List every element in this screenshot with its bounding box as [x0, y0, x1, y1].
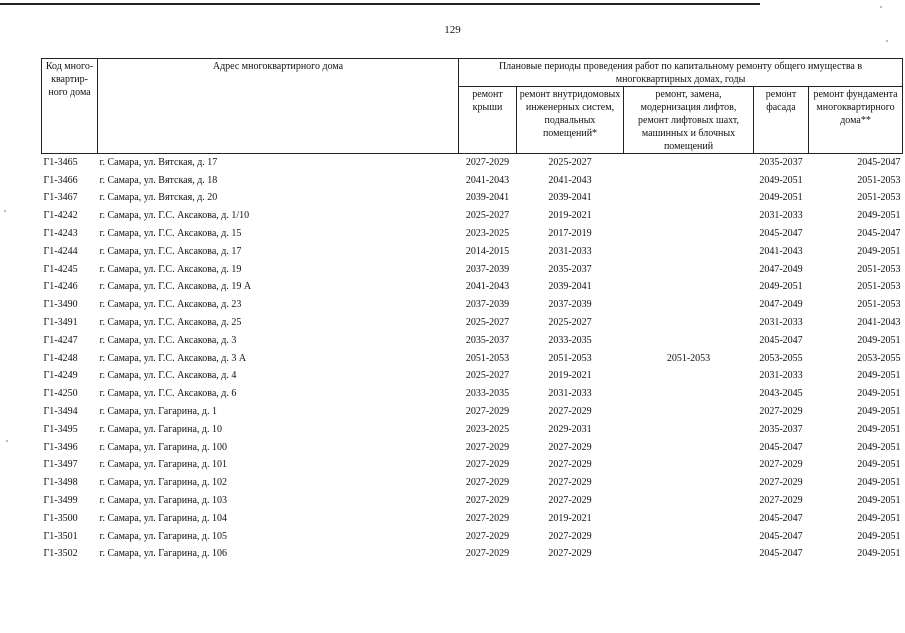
col-header-code: Код много-квартир-ного дома	[42, 59, 98, 154]
cell-code: Г1-4245	[43, 263, 78, 275]
cell-foundation: 2051-2053	[857, 281, 901, 293]
table-row	[42, 225, 903, 243]
cell-foundation: 2049-2051	[857, 245, 901, 257]
cell-roof: 2014-2015	[465, 245, 510, 257]
col-header-address: Адрес многоквартирного дома	[98, 59, 459, 154]
cell-address: г. Самара, ул. Г.С. Аксакова, д. 25	[99, 317, 242, 329]
cell-address: г. Самара, ул. Г.С. Аксакова, д. 6	[99, 388, 237, 400]
cell-facade: 2047-2049	[759, 299, 803, 311]
cell-facade: 2035-2037	[759, 156, 803, 168]
cell-foundation: 2049-2051	[857, 406, 901, 418]
cell-address: г. Самара, ул. Гагарина, д. 105	[99, 530, 228, 542]
cell-systems: 2027-2029	[548, 530, 592, 542]
cell-elevators	[624, 546, 754, 564]
cell-address: г. Самара, ул. Гагарина, д. 102	[99, 477, 228, 489]
cell-code: Г1-3502	[43, 548, 78, 560]
cell-address: г. Самара, ул. Гагарина, д. 100	[99, 441, 228, 453]
table-row	[42, 350, 903, 368]
cell-foundation: 2053-2055	[857, 352, 901, 364]
cell-roof: 2027-2029	[465, 495, 510, 507]
cell-roof: 2027-2029	[465, 530, 510, 542]
cell-foundation: 2049-2051	[857, 210, 901, 222]
cell-foundation: 2045-2047	[857, 156, 901, 168]
cell-elevators	[624, 457, 754, 475]
col-header-facade: ремонт фасада	[754, 87, 809, 154]
scan-speck	[6, 440, 8, 442]
cell-roof: 2027-2029	[465, 512, 510, 524]
cell-code: Г1-4246	[43, 281, 78, 293]
cell-address: г. Самара, ул. Г.С. Аксакова, д. 4	[99, 370, 237, 382]
cell-address: г. Самара, ул. Гагарина, д. 106	[99, 548, 228, 560]
capital-repair-table	[41, 58, 903, 563]
cell-systems: 2039-2041	[548, 192, 592, 204]
cell-address: г. Самара, ул. Г.С. Аксакова, д. 3 А	[99, 352, 247, 364]
cell-systems: 2019-2021	[548, 210, 592, 222]
cell-roof: 2041-2043	[465, 281, 510, 293]
header-row-top	[42, 59, 903, 87]
table-row	[42, 190, 903, 208]
scan-speck	[886, 40, 888, 42]
cell-facade: 2027-2029	[759, 406, 803, 418]
cell-elevators	[624, 385, 754, 403]
cell-address: г. Самара, ул. Гагарина, д. 10	[99, 423, 223, 435]
cell-elevators	[624, 368, 754, 386]
cell-facade: 2027-2029	[759, 495, 803, 507]
cell-facade: 2045-2047	[759, 512, 803, 524]
cell-roof: 2025-2027	[465, 370, 510, 382]
cell-systems: 2025-2027	[548, 317, 592, 329]
cell-elevators	[624, 332, 754, 350]
col-header-foundation: ремонт фундамента многоквартирного дома**	[809, 87, 903, 154]
cell-foundation: 2041-2043	[857, 317, 901, 329]
cell-code: Г1-3496	[43, 441, 78, 453]
cell-address: г. Самара, ул. Г.С. Аксакова, д. 1/10	[99, 210, 250, 222]
cell-roof: 2027-2029	[465, 406, 510, 418]
cell-roof: 2027-2029	[465, 548, 510, 560]
cell-foundation: 2051-2053	[857, 174, 901, 186]
col-header-elevators: ремонт, замена, модернизация лифтов, ремонт лифтовых шахт, машинных и блочных помещений	[624, 87, 754, 154]
cell-address: г. Самара, ул. Вятская, д. 18	[99, 174, 218, 186]
cell-facade: 2031-2033	[759, 317, 803, 329]
table-body	[42, 154, 903, 564]
cell-elevators	[624, 243, 754, 261]
cell-roof: 2039-2041	[465, 192, 510, 204]
cell-address: г. Самара, ул. Вятская, д. 17	[99, 156, 218, 168]
scan-speck	[4, 210, 6, 212]
cell-roof: 2027-2029	[465, 459, 510, 471]
cell-elevators	[624, 510, 754, 528]
cell-code: Г1-3500	[43, 512, 78, 524]
page-number: 129	[444, 24, 461, 36]
cell-roof: 2023-2025	[465, 228, 510, 240]
table-row	[42, 474, 903, 492]
cell-systems: 2025-2027	[548, 156, 592, 168]
cell-address: г. Самара, ул. Вятская, д. 20	[99, 192, 218, 204]
cell-foundation: 2049-2051	[857, 495, 901, 507]
cell-systems: 2031-2033	[548, 388, 592, 400]
cell-systems: 2019-2021	[548, 370, 592, 382]
cell-foundation: 2049-2051	[857, 388, 901, 400]
cell-systems: 2027-2029	[548, 495, 592, 507]
cell-elevators	[624, 314, 754, 332]
cell-roof: 2025-2027	[465, 210, 510, 222]
cell-foundation: 2045-2047	[857, 228, 901, 240]
cell-code: Г1-3467	[43, 192, 78, 204]
cell-address: г. Самара, ул. Г.С. Аксакова, д. 15	[99, 228, 242, 240]
table-row	[42, 261, 903, 279]
table-row	[42, 243, 903, 261]
cell-facade: 2053-2055	[759, 352, 803, 364]
cell-systems: 2027-2029	[548, 459, 592, 471]
cell-systems: 2027-2029	[548, 406, 592, 418]
table-row	[42, 528, 903, 546]
cell-foundation: 2049-2051	[857, 477, 901, 489]
cell-roof: 2027-2029	[465, 441, 510, 453]
cell-elevators: 2051-2053	[666, 352, 711, 364]
cell-facade: 2031-2033	[759, 210, 803, 222]
cell-address: г. Самара, ул. Гагарина, д. 104	[99, 512, 228, 524]
cell-code: Г1-4250	[43, 388, 78, 400]
scan-speck	[880, 6, 882, 8]
cell-facade: 2043-2045	[759, 388, 803, 400]
cell-foundation: 2049-2051	[857, 334, 901, 346]
table-row	[42, 279, 903, 297]
table-row	[42, 207, 903, 225]
table-row	[42, 154, 903, 172]
cell-address: г. Самара, ул. Гагарина, д. 103	[99, 495, 228, 507]
cell-elevators	[624, 207, 754, 225]
table-row	[42, 457, 903, 475]
table-row	[42, 332, 903, 350]
cell-systems: 2041-2043	[548, 174, 592, 186]
table-row	[42, 439, 903, 457]
cell-code: Г1-3491	[43, 317, 78, 329]
cell-address: г. Самара, ул. Гагарина, д. 101	[99, 459, 228, 471]
cell-code: Г1-4244	[43, 245, 78, 257]
cell-facade: 2045-2047	[759, 548, 803, 560]
cell-systems: 2035-2037	[548, 263, 592, 275]
cell-elevators	[624, 279, 754, 297]
cell-roof: 2025-2027	[465, 317, 510, 329]
cell-foundation: 2049-2051	[857, 512, 901, 524]
cell-code: Г1-3498	[43, 477, 78, 489]
cell-foundation: 2049-2051	[857, 370, 901, 382]
cell-systems: 2027-2029	[548, 548, 592, 560]
cell-facade: 2045-2047	[759, 530, 803, 542]
cell-foundation: 2051-2053	[857, 192, 901, 204]
col-header-periods: Плановые периоды проведения работ по капитальному ремонту общего имущества в многоквартирных домах, годы	[459, 59, 903, 87]
cell-code: Г1-3495	[43, 423, 78, 435]
cell-code: Г1-3497	[43, 459, 78, 471]
cell-code: Г1-4243	[43, 228, 78, 240]
cell-elevators	[624, 528, 754, 546]
cell-elevators	[624, 190, 754, 208]
table-row	[42, 314, 903, 332]
cell-code: Г1-4248	[43, 352, 78, 364]
cell-address: г. Самара, ул. Гагарина, д. 1	[99, 406, 218, 418]
cell-roof: 2027-2029	[465, 156, 510, 168]
cell-elevators	[624, 296, 754, 314]
cell-elevators	[624, 154, 754, 172]
table-row	[42, 421, 903, 439]
cell-facade: 2035-2037	[759, 423, 803, 435]
cell-foundation: 2051-2053	[857, 263, 901, 275]
cell-code: Г1-3465	[43, 156, 78, 168]
table-row	[42, 546, 903, 564]
cell-facade: 2031-2033	[759, 370, 803, 382]
cell-systems: 2051-2053	[548, 352, 592, 364]
cell-facade: 2049-2051	[759, 281, 803, 293]
cell-elevators	[624, 172, 754, 190]
cell-foundation: 2049-2051	[857, 530, 901, 542]
cell-code: Г1-3499	[43, 495, 78, 507]
cell-roof: 2033-2035	[465, 388, 510, 400]
cell-systems: 2033-2035	[548, 334, 592, 346]
cell-address: г. Самара, ул. Г.С. Аксакова, д. 19 А	[99, 281, 252, 293]
cell-systems: 2027-2029	[548, 477, 592, 489]
cell-roof: 2041-2043	[465, 174, 510, 186]
cell-foundation: 2049-2051	[857, 423, 901, 435]
table-row	[42, 385, 903, 403]
cell-code: Г1-3501	[43, 530, 78, 542]
cell-systems: 2039-2041	[548, 281, 592, 293]
cell-address: г. Самара, ул. Г.С. Аксакова, д. 17	[99, 245, 242, 257]
table-row	[42, 296, 903, 314]
cell-facade: 2045-2047	[759, 228, 803, 240]
cell-address: г. Самара, ул. Г.С. Аксакова, д. 19	[99, 263, 242, 275]
cell-roof: 2027-2029	[465, 477, 510, 489]
cell-facade: 2045-2047	[759, 441, 803, 453]
cell-roof: 2037-2039	[465, 299, 510, 311]
cell-systems: 2037-2039	[548, 299, 592, 311]
cell-foundation: 2049-2051	[857, 459, 901, 471]
cell-facade: 2047-2049	[759, 263, 803, 275]
cell-foundation: 2049-2051	[857, 548, 901, 560]
cell-facade: 2045-2047	[759, 334, 803, 346]
table-row	[42, 492, 903, 510]
cell-systems: 2019-2021	[548, 512, 592, 524]
col-header-roof: ремонт крыши	[459, 87, 517, 154]
cell-elevators	[624, 439, 754, 457]
cell-systems: 2017-2019	[548, 228, 592, 240]
cell-address: г. Самара, ул. Г.С. Аксакова, д. 23	[99, 299, 242, 311]
cell-foundation: 2051-2053	[857, 299, 901, 311]
cell-code: Г1-3490	[43, 299, 78, 311]
cell-address: г. Самара, ул. Г.С. Аксакова, д. 3	[99, 334, 237, 346]
col-header-systems: ремонт внутридомовых инженерных систем, подвальных помещений*	[517, 87, 624, 154]
table-row	[42, 172, 903, 190]
cell-code: Г1-3466	[43, 174, 78, 186]
cell-roof: 2035-2037	[465, 334, 510, 346]
cell-systems: 2029-2031	[548, 423, 592, 435]
table-row	[42, 510, 903, 528]
top-border-line	[0, 3, 760, 5]
cell-code: Г1-4247	[43, 334, 78, 346]
cell-elevators	[624, 421, 754, 439]
cell-facade: 2049-2051	[759, 192, 803, 204]
cell-elevators	[624, 474, 754, 492]
cell-facade: 2049-2051	[759, 174, 803, 186]
cell-elevators	[624, 403, 754, 421]
table-row	[42, 403, 903, 421]
cell-systems: 2027-2029	[548, 441, 592, 453]
cell-roof: 2051-2053	[465, 352, 510, 364]
table-row	[42, 368, 903, 386]
cell-elevators	[624, 492, 754, 510]
cell-roof: 2023-2025	[465, 423, 510, 435]
cell-facade: 2041-2043	[759, 245, 803, 257]
cell-code: Г1-3494	[43, 406, 78, 418]
cell-elevators	[624, 225, 754, 243]
cell-foundation: 2049-2051	[857, 441, 901, 453]
cell-code: Г1-4242	[43, 210, 78, 222]
cell-facade: 2027-2029	[759, 477, 803, 489]
cell-facade: 2027-2029	[759, 459, 803, 471]
cell-systems: 2031-2033	[548, 245, 592, 257]
cell-roof: 2037-2039	[465, 263, 510, 275]
cell-code: Г1-4249	[43, 370, 78, 382]
cell-elevators	[624, 261, 754, 279]
